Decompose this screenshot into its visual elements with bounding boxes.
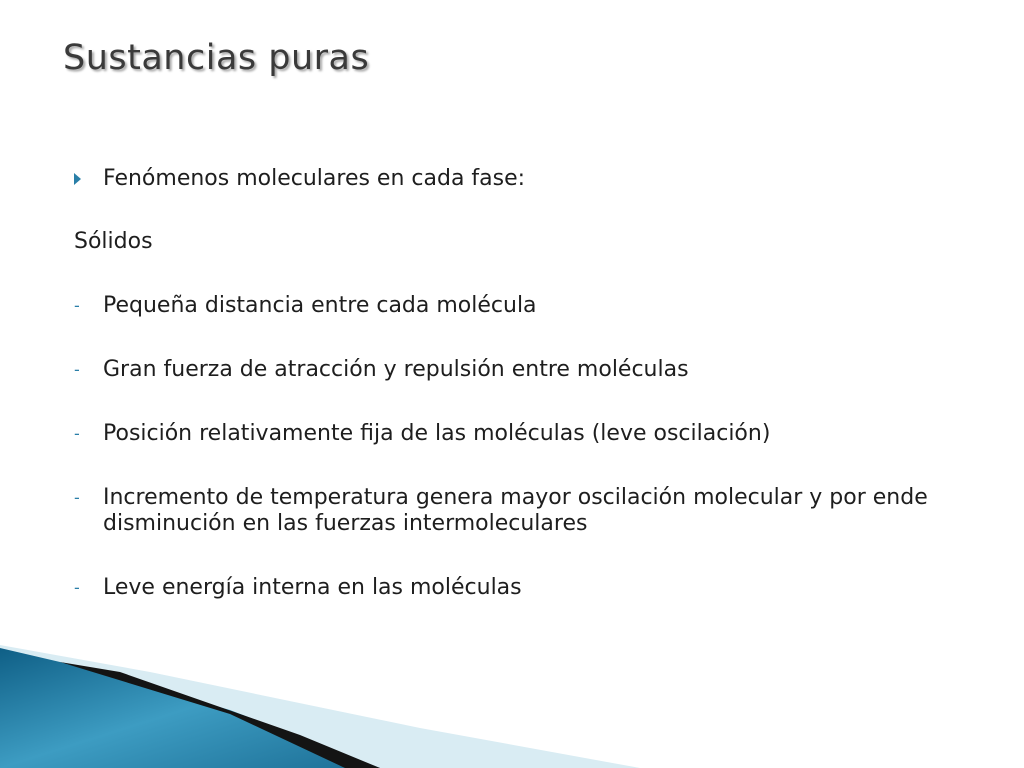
slide-title: Sustancias puras <box>63 38 370 78</box>
dash-bullet-icon: - <box>74 488 80 507</box>
list-item-text: Gran fuerza de atracción y repulsión entre moléculas <box>103 357 689 382</box>
dash-bullet-icon: - <box>74 424 80 443</box>
list-item-text: Posición relativamente fija de las moléculas (leve oscilación) <box>103 421 771 446</box>
list-item <box>74 485 973 537</box>
dash-bullet-icon: - <box>74 360 80 379</box>
list-item <box>74 357 974 383</box>
list-item <box>74 293 974 319</box>
list-item-text: Pequeña distancia entre cada molécula <box>103 293 537 318</box>
list-item-text: Leve energía interna en las moléculas <box>103 575 522 600</box>
section-heading: Sólidos <box>74 229 153 254</box>
triangle-bullet-icon <box>74 173 81 185</box>
intro-bullet <box>74 166 974 192</box>
list-item <box>74 575 974 601</box>
dash-bullet-icon: - <box>74 296 80 315</box>
slide-content <box>74 166 974 601</box>
list-item <box>74 421 974 447</box>
list-item-text: Incremento de temperatura genera mayor oscilación molecular y por ende disminución en las fuerzas intermoleculares <box>103 485 928 536</box>
intro-text: Fenómenos moleculares en cada fase: <box>103 166 526 191</box>
dash-bullet-icon: - <box>74 578 80 597</box>
